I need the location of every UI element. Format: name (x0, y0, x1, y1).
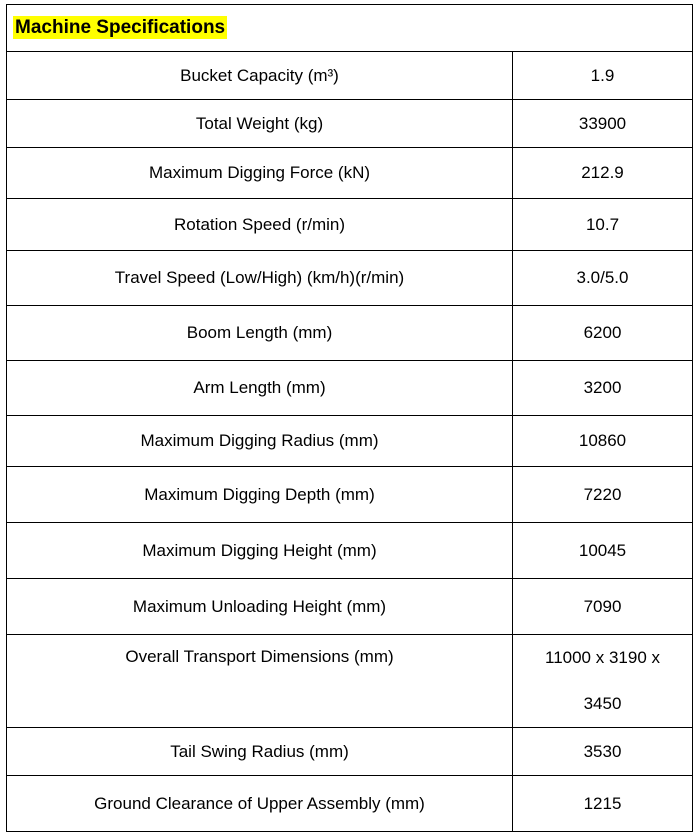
table-row (7, 416, 693, 467)
spec-value: 10045 (513, 523, 693, 579)
spec-value: 7090 (513, 579, 693, 635)
spec-label: Bucket Capacity (m³) (7, 52, 513, 100)
spec-value: 10.7 (513, 199, 693, 251)
table-row (7, 523, 693, 579)
table-title: Machine Specifications (15, 17, 226, 38)
title-row (7, 5, 693, 52)
spec-value: 1.9 (513, 52, 693, 100)
spec-value: 7220 (513, 467, 693, 523)
spec-value: 33900 (513, 100, 693, 148)
spec-label: Arm Length (mm) (7, 361, 513, 416)
table-row (7, 635, 693, 728)
spec-label: Maximum Digging Force (kN) (7, 148, 513, 199)
spec-value: 3.0/5.0 (513, 251, 693, 306)
title-cell (7, 5, 693, 52)
table-row (7, 148, 693, 199)
spec-value: 1215 (513, 776, 693, 832)
spec-label: Travel Speed (Low/High) (km/h)(r/min) (7, 251, 513, 306)
spec-label: Ground Clearance of Upper Assembly (mm) (7, 776, 513, 832)
spec-label: Maximum Digging Radius (mm) (7, 416, 513, 467)
table-row (7, 467, 693, 523)
table-row (7, 776, 693, 832)
table-row (7, 52, 693, 100)
spec-label: Maximum Digging Depth (mm) (7, 467, 513, 523)
spec-label: Total Weight (kg) (7, 100, 513, 148)
table-row (7, 199, 693, 251)
spec-value: 212.9 (513, 148, 693, 199)
table-row (7, 361, 693, 416)
spec-value: 11000 x 3190 x 3450 (513, 635, 693, 728)
spec-value: 6200 (513, 306, 693, 361)
spec-label: Tail Swing Radius (mm) (7, 728, 513, 776)
spec-label: Boom Length (mm) (7, 306, 513, 361)
spec-label: Rotation Speed (r/min) (7, 199, 513, 251)
spec-value: 3530 (513, 728, 693, 776)
spec-label: Maximum Unloading Height (mm) (7, 579, 513, 635)
spec-value: 10860 (513, 416, 693, 467)
spec-label: Maximum Digging Height (mm) (7, 523, 513, 579)
spec-label: Overall Transport Dimensions (mm) (7, 635, 513, 728)
spec-value: 3200 (513, 361, 693, 416)
table-row (7, 579, 693, 635)
table-row (7, 100, 693, 148)
table-row (7, 728, 693, 776)
table-row (7, 306, 693, 361)
table-row (7, 251, 693, 306)
machine-spec-table (6, 4, 693, 832)
